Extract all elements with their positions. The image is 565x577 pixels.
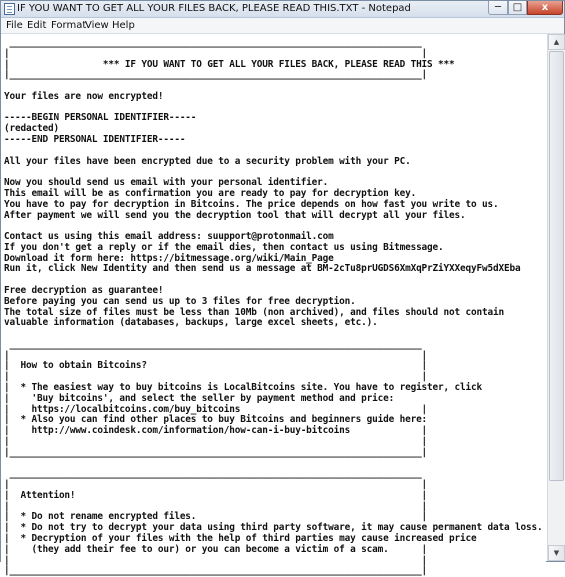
text-line: All your files have been encrypted due to a security problem with your PC. xyxy=(4,155,411,167)
vertical-scrollbar[interactable] xyxy=(547,34,565,561)
text-line: Free decryption as guarantee! xyxy=(4,284,164,296)
text-line: You have to pay for decryption in Bitcoins. The price depends on how fast you write to us. xyxy=(4,198,499,210)
text-line: | * The easiest way to buy bitcoins is LocalBitcoins site. You have to register, click xyxy=(4,382,482,393)
text-line: The total size of files must be less than 10Mb (non archived), and files should not contain xyxy=(4,306,504,318)
maximize-button[interactable]: □ xyxy=(508,1,527,15)
text-line: This email will be as confirmation you are ready to pay for decryption key. xyxy=(4,187,417,199)
text-line: |___________________________________________________________________________| xyxy=(4,69,428,81)
text-line: | | xyxy=(4,479,428,491)
text-line: -----BEGIN PERSONAL IDENTIFIER----- xyxy=(4,112,197,124)
text-line: Before paying you can send us up to 3 files for free decryption. xyxy=(4,295,356,307)
text-line: | * Decryption of your files with the help of third parties may cause increased price xyxy=(4,532,477,544)
close-button[interactable]: x xyxy=(527,1,563,15)
text-line: Download it form here: https://bitmessage.org/wiki/Main_Page xyxy=(4,252,334,264)
text-line: | | xyxy=(4,554,428,566)
scrollbar-thumb[interactable] xyxy=(549,51,564,481)
text-line: | (they add their fee to our) or you can become a victim of a scam. | xyxy=(4,543,428,555)
text-line: After payment we will send you the decryption tool that will decrypt all your files. xyxy=(4,209,466,221)
text-line: -----END PERSONAL IDENTIFIER----- xyxy=(4,134,186,146)
text-line: Your files are now encrypted! xyxy=(4,90,164,102)
text-line: | | xyxy=(4,349,428,361)
text-line: ___________________________________________________________________________ xyxy=(4,37,422,48)
menu-edit[interactable]: Edit xyxy=(27,20,47,31)
menu-help[interactable]: Help xyxy=(112,20,135,31)
text-editor[interactable] xyxy=(1,34,546,577)
menu-view[interactable]: View xyxy=(85,20,109,31)
text-line: |___________________________________________________________________________| xyxy=(4,565,428,577)
menu-format[interactable]: Format xyxy=(51,20,87,31)
text-line: | How to obtain Bitcoins? | xyxy=(4,360,428,372)
text-line: | http://www.coindesk.com/information/how-can-i-buy-bitcoins | xyxy=(4,425,428,437)
text-line: | | xyxy=(4,47,428,59)
text-line: (redacted) xyxy=(4,123,59,135)
text-line: | | xyxy=(4,500,428,512)
text-line: Now you should send us email with your personal identifier. xyxy=(4,177,329,189)
scroll-up-arrow-icon[interactable]: ▲ xyxy=(548,34,565,50)
text-line: ___________________________________________________________________________ xyxy=(4,338,422,350)
menu-file[interactable]: File xyxy=(6,20,23,31)
scroll-down-arrow-icon[interactable]: ▼ xyxy=(548,545,565,561)
text-line: Contact us using this email address: suupport@protonmail.com xyxy=(4,231,334,243)
text-line: |___________________________________________________________________________| xyxy=(4,446,428,458)
text-line: | * Do not try to decrypt your data using third party software, it may cause permanent data loss. xyxy=(4,522,543,534)
text-line: | 'Buy bitcoins', and select the seller by payment method and price: xyxy=(4,392,395,404)
menu-bar xyxy=(1,18,564,34)
text-line: Run it, click New Identity and then send us a message at BM-2cTu8prUGDS6XmXqPrZiYXXeqyFw5dXEba xyxy=(4,263,521,275)
text-line: valuable information (databases, backups, large excel sheets, etc.). xyxy=(4,317,378,329)
text-line: | * Also you can find other places to buy Bitcoins and beginners guide here: xyxy=(4,414,428,426)
text-line: | | xyxy=(4,435,428,447)
text-line: If you don't get a reply or if the email dies, then contact us using Bitmessage. xyxy=(4,241,444,253)
minimize-button[interactable]: ─ xyxy=(488,1,508,15)
text-line: | Attention! | xyxy=(4,489,428,501)
text-line: | *** IF YOU WANT TO GET ALL YOUR FILES BACK, PLEASE READ THIS *** xyxy=(4,58,455,70)
title-bar[interactable] xyxy=(1,1,564,18)
document-text[interactable] xyxy=(1,34,546,577)
notepad-icon xyxy=(4,3,15,15)
text-line: | https://localbitcoins.com/buy_bitcoins | xyxy=(4,403,428,415)
text-line: | * Do not rename encrypted files. | xyxy=(4,511,428,523)
text-line: ___________________________________________________________________________ xyxy=(4,468,422,480)
window-title: IF YOU WANT TO GET ALL YOUR FILES BACK, PLEASE READ THIS.TXT - Notepad xyxy=(17,3,411,14)
text-line: | | xyxy=(4,371,428,383)
